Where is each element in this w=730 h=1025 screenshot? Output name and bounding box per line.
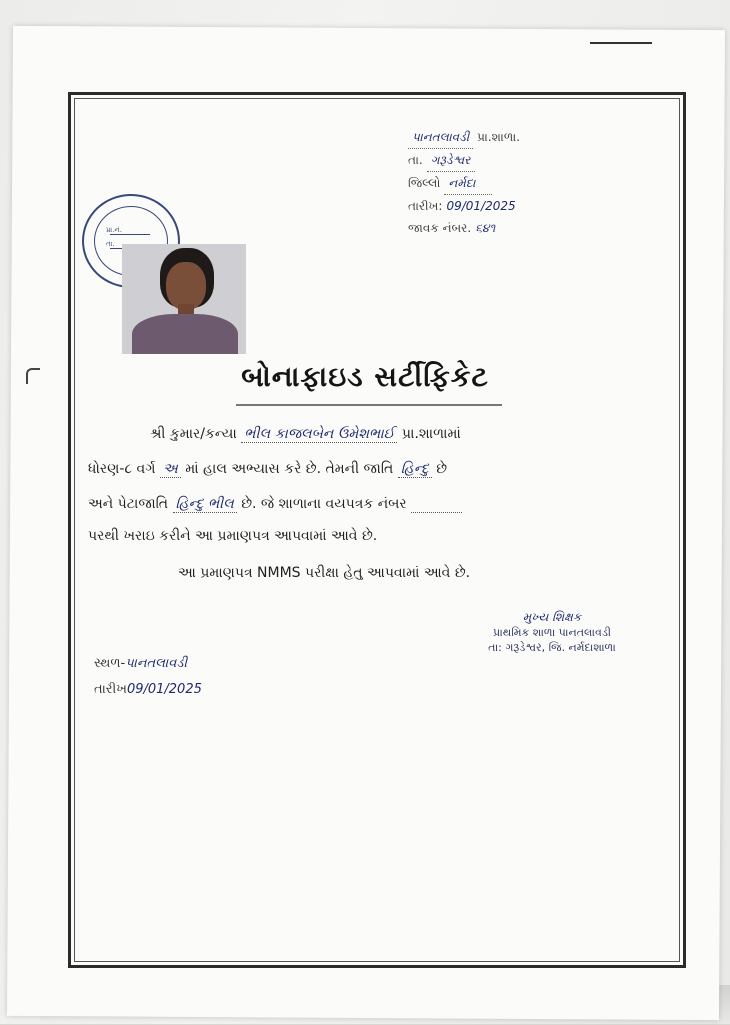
place-row <box>94 656 187 671</box>
line2-mid: માં હાલ અભ્યાસ કરે છે. તેમની જાતિ <box>185 461 394 477</box>
taluka-row <box>408 149 520 172</box>
body-line-3 <box>88 496 462 512</box>
age-register-blank <box>411 496 462 513</box>
caste: હિન્દુ <box>398 461 432 478</box>
line3-prefix: અને પેટાજાતિ <box>88 496 169 512</box>
top-rule <box>590 42 652 44</box>
date-value: 09/01/2025 <box>446 199 516 213</box>
signature-title: મુખ્ય શિક્ષક <box>522 610 582 624</box>
outward-value: ૬૪૧ <box>475 221 496 235</box>
title-underline <box>236 404 502 406</box>
district-label: જિલ્લો <box>408 176 441 190</box>
certificate-title: બોનાફાઇડ સર્ટીફિકેટ <box>241 360 489 393</box>
stamp-text-1: પ્રા.નં. <box>106 226 122 234</box>
body-line-4: પરથી ખરાઇ કરીને આ પ્રમાણપત્ર આપવામાં આવે છે. <box>88 528 378 544</box>
footer-date-row <box>94 682 202 697</box>
taluka-value: ગરૂડેશ્વર <box>427 149 475 172</box>
signature-block <box>452 610 652 655</box>
outward-label: જાવક નંબર. <box>408 221 472 235</box>
place-label: સ્થળ- <box>94 656 126 671</box>
signature-line-2: તા: ગરૂડેશ્વર, જિ. નર્મદાશાળા <box>488 641 616 654</box>
sub-caste: હિન્દુ ભીલ <box>173 496 237 513</box>
student-name: ભીલ કાજલબેન ઉમેશભાઈ <box>241 426 397 443</box>
school-suffix: પ્રા.શાળા. <box>477 130 520 144</box>
footer-date-value: 09/01/2025 <box>126 682 202 697</box>
body-line-5: આ પ્રમાણપત્ર NMMS પરીક્ષા હેતુ આપવામાં આવે છે. <box>178 565 471 581</box>
line2-suffix: છે <box>436 461 448 477</box>
district-value: નર્મદા <box>444 172 492 195</box>
footer-date-label: તારીખ <box>94 682 127 697</box>
body-line-2 <box>88 461 447 477</box>
photo-face <box>166 262 206 310</box>
place-value: પાનતલાવડી <box>125 656 188 671</box>
student-photo <box>122 244 246 354</box>
school-header <box>408 126 520 239</box>
photo-body <box>132 314 238 354</box>
taluka-label: તા. <box>408 153 423 167</box>
date-label: તારીખ: <box>408 199 443 213</box>
stamp-line-1 <box>110 234 150 235</box>
line3-suffix: છે. જે શાળાના વયપત્રક નંબર <box>241 496 407 512</box>
district-row <box>408 172 520 195</box>
line1-prefix: શ્રી કુમાર/કન્યા <box>150 426 237 442</box>
outward-row <box>408 217 520 239</box>
school-name-row <box>408 126 520 149</box>
division: અ <box>160 461 181 478</box>
body-line-1 <box>150 426 461 442</box>
line1-suffix: પ્રા.શાળામાં <box>401 426 461 442</box>
date-row <box>408 195 520 217</box>
signature-line-1: પ્રાથમિક શાળા પાનતલાવડી <box>492 626 612 639</box>
stamp-text-2: તા. <box>106 240 115 248</box>
school-name: પાનતલાવડી <box>408 126 473 149</box>
line2-prefix: ધોરણ-૮ વર્ગ <box>88 461 156 477</box>
